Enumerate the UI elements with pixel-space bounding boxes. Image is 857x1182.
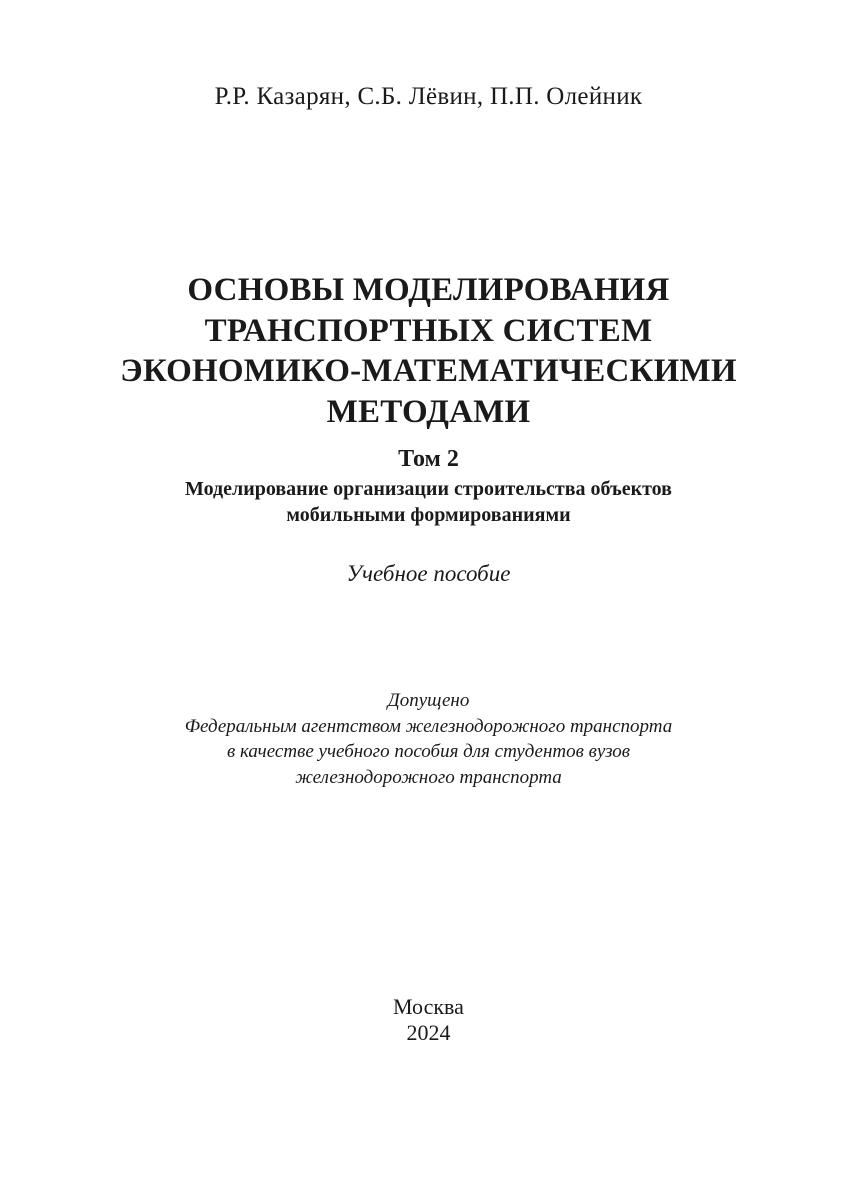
- approval-line: Допущено: [387, 690, 470, 711]
- book-title-line: ТРАНСПОРТНЫХ СИСТЕМ: [204, 312, 653, 349]
- volume-number: Том 2: [398, 446, 459, 472]
- book-title: [0, 270, 857, 432]
- approval-statement: [0, 688, 857, 790]
- book-title-line: ЭКОНОМИКО-МАТЕМАТИЧЕСКИМИ: [120, 353, 737, 389]
- volume-subtitle-line: Моделирование организации строительства объектов: [184, 478, 672, 500]
- imprint-city: Москва: [393, 994, 464, 1019]
- approval-line: Федеральным агентством железнодорожного транспорта: [184, 715, 673, 737]
- approval-line: железнодорожного транспорта: [295, 766, 562, 788]
- approval-line: в качестве учебного пособия для студентов вузов: [227, 741, 630, 762]
- authors: Р.Р. Казарян, С.Б. Лёвин, П.П. Олейник: [214, 83, 643, 110]
- imprint: [0, 994, 857, 1046]
- volume-subtitle: [0, 476, 857, 528]
- book-title-line: ОСНОВЫ МОДЕЛИРОВАНИЯ: [187, 272, 670, 308]
- imprint-year: 2024: [406, 1020, 451, 1045]
- volume-subtitle-line: мобильными формированиями: [286, 504, 571, 526]
- document-type: Учебное пособие: [346, 561, 511, 586]
- book-title-line: МЕТОДАМИ: [326, 393, 531, 430]
